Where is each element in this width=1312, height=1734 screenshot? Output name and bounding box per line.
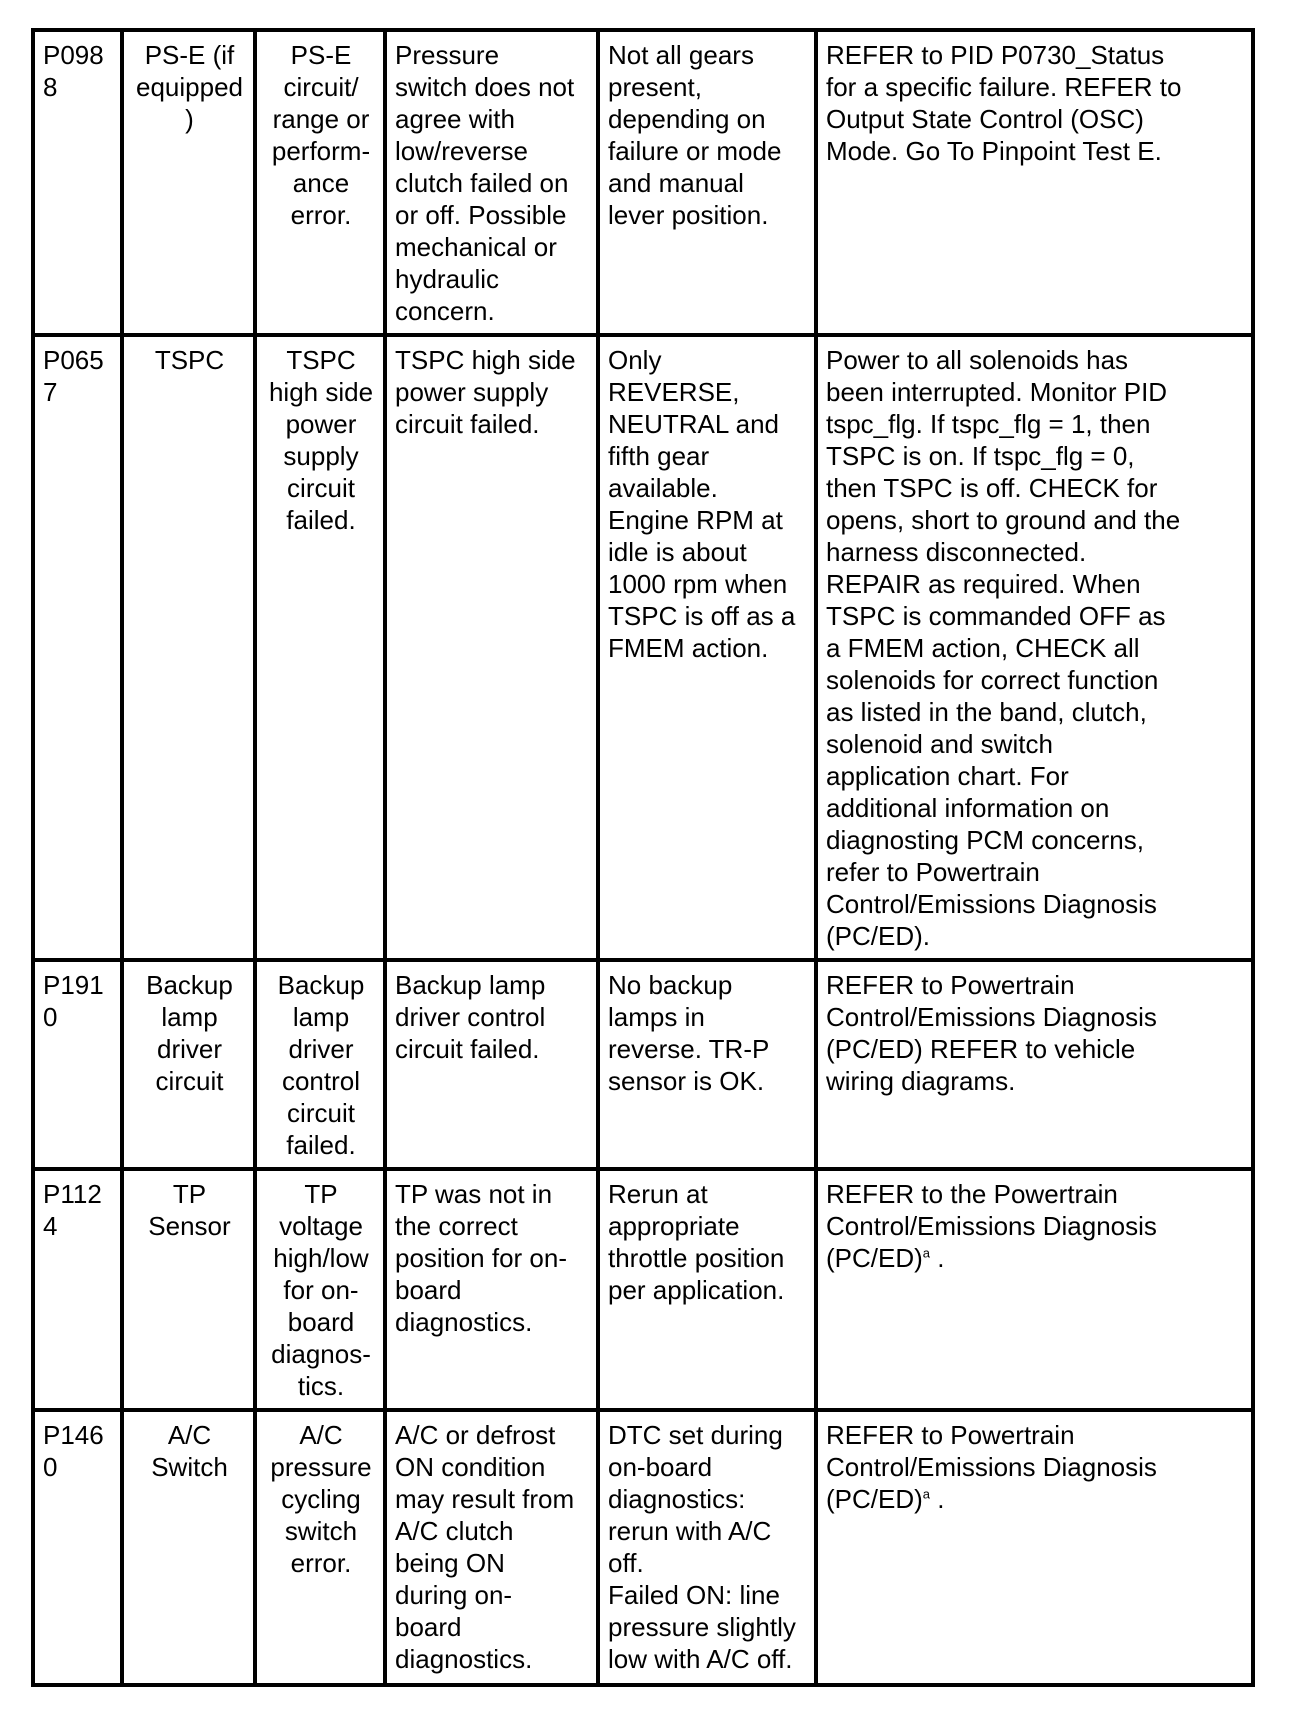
symptom-cell: No backup lamps in reverse. TR-P sensor is OK.: [598, 960, 816, 1169]
condition-cell: PS-E circuit/ range or perform- ance error.: [255, 30, 385, 335]
action-cell: [816, 30, 1253, 335]
description-cell: Backup lamp driver control circuit failed.: [385, 960, 598, 1169]
action-cell: [816, 1410, 1253, 1685]
table-row: [33, 960, 1253, 1169]
action-text: REFER to the Powertrain Control/Emissions Diagnosis (PC/ED): [826, 1179, 1157, 1273]
dtc-code-cell: P1124: [33, 1169, 122, 1410]
dtc-code-cell: P0657: [33, 335, 122, 960]
description-cell: Pressure switch does not agree with low/reverse clutch failed on or off. Possible mechanical or hydraulic concern.: [385, 30, 598, 335]
action-cell: [816, 960, 1253, 1169]
circuit-cell: TSPC: [122, 335, 255, 960]
circuit-cell: A/C Switch: [122, 1410, 255, 1685]
symptom-cell: Not all gears present, depending on failure or mode and manual lever position.: [598, 30, 816, 335]
action-tail: .: [930, 1484, 945, 1514]
action-cell: [816, 1169, 1253, 1410]
description-cell: TSPC high side power supply circuit failed.: [385, 335, 598, 960]
condition-cell: TSPC high side power supply circuit failed.: [255, 335, 385, 960]
condition-cell: TP voltage high/low for on- board diagnos- tics.: [255, 1169, 385, 1410]
condition-cell: Backup lamp driver control circuit failed.: [255, 960, 385, 1169]
symptom-cell: DTC set during on-board diagnostics: rerun with A/C off. Failed ON: line pressure slightly low with A/C off.: [598, 1410, 816, 1685]
description-cell: A/C or defrost ON condition may result from A/C clutch being ON during on- board diagnostics.: [385, 1410, 598, 1685]
table-row: [33, 30, 1253, 335]
action-text: REFER to PID P0730_Status for a specific failure. REFER to Output State Control (OSC) Mode. Go To Pinpoint Test E.: [826, 40, 1182, 166]
action-text: Power to all solenoids has been interrupted. Monitor PID tspc_flg. If tspc_flg = 1, then TSPC is on. If tspc_flg = 0, then TSPC is off. CHECK for opens, short to ground and the harness disconnected. REPAIR as required. When TSPC is commanded OFF as a FMEM action, CHECK all solenoids for correct function as listed in the band, clutch, solenoid and switch application chart. For additional information on diagnosting PCM concerns, refer to Powertrain Control/Emissions Diagnosis (PC/ED).: [826, 345, 1181, 951]
action-text: REFER to Powertrain Control/Emissions Diagnosis (PC/ED): [826, 1420, 1157, 1514]
dtc-table: [31, 28, 1255, 1687]
description-cell: TP was not in the correct position for on- board diagnostics.: [385, 1169, 598, 1410]
table-row: [33, 1410, 1253, 1685]
symptom-cell: Rerun at appropriate throttle position per application.: [598, 1169, 816, 1410]
circuit-cell: PS-E (if equipped): [122, 30, 255, 335]
footnote-marker: a: [922, 1486, 931, 1502]
dtc-code-cell: P1910: [33, 960, 122, 1169]
dtc-code-cell: P0988: [33, 30, 122, 335]
footnote-marker: a: [922, 1245, 931, 1261]
action-tail: .: [930, 1243, 945, 1273]
document-page: [31, 28, 1251, 1687]
circuit-cell: TP Sensor: [122, 1169, 255, 1410]
action-text: REFER to Powertrain Control/Emissions Diagnosis (PC/ED) REFER to vehicle wiring diagrams.: [826, 970, 1157, 1096]
condition-cell: A/C pressure cycling switch error.: [255, 1410, 385, 1685]
action-cell: [816, 335, 1253, 960]
circuit-cell: Backup lamp driver circuit: [122, 960, 255, 1169]
dtc-code-cell: P1460: [33, 1410, 122, 1685]
symptom-cell: Only REVERSE, NEUTRAL and fifth gear available. Engine RPM at idle is about 1000 rpm when TSPC is off as a FMEM action.: [598, 335, 816, 960]
table-row: [33, 1169, 1253, 1410]
table-row: [33, 335, 1253, 960]
